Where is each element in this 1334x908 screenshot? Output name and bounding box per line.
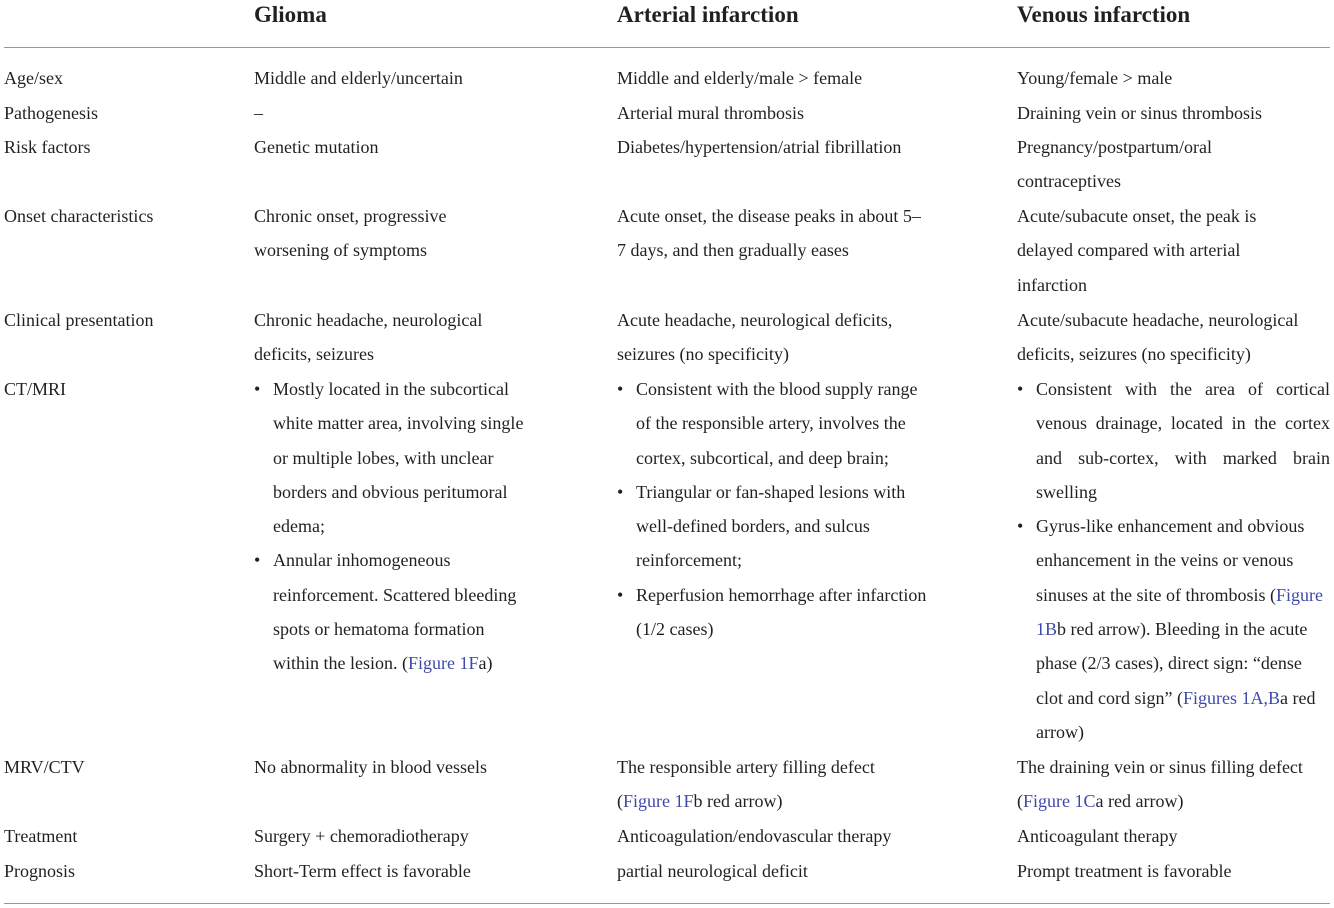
cell-glioma-ct-mri: [254, 372, 529, 681]
row-label-treatment: Treatment: [4, 826, 78, 846]
figure-1b-link[interactable]: Figure 1B: [1036, 584, 1323, 640]
cell-arterial-mrv-text: The responsible artery filling defect (: [617, 757, 875, 812]
cell-glioma-mrv: No abnormality in blood vessels: [254, 757, 487, 777]
cell-arterial-treatment: Anticoagulation/endovascular therapy: [617, 826, 892, 846]
header-arterial-infarction: Arterial infarction: [617, 2, 799, 27]
bullet-venous-ct-2-end: a red arrow): [1036, 687, 1316, 742]
cell-venous-risk-factors: Pregnancy/postpartum/oral contraceptives: [1017, 137, 1212, 192]
header-venous-infarction: Venous infarction: [1017, 2, 1191, 27]
row-label-ct-mri: CT/MRI: [4, 379, 67, 399]
row-label-pathogenesis: Pathogenesis: [4, 103, 98, 123]
cell-venous-mrv-text: The draining vein or sinus filling defect (: [1017, 757, 1303, 812]
cell-glioma-risk-factors: Genetic mutation: [254, 137, 379, 157]
cell-venous-age-sex: Young/female > male: [1017, 68, 1173, 88]
figure-1f-link[interactable]: Figure 1F: [407, 653, 479, 674]
cell-venous-prognosis: Prompt treatment is favorable: [1017, 861, 1232, 881]
cell-glioma-prognosis: Short-Term effect is favorable: [254, 861, 471, 881]
cell-glioma-treatment: Surgery + chemoradiotherapy: [254, 826, 469, 846]
cell-glioma-clinical: Chronic headache, neurological deficits, seizures: [254, 310, 483, 365]
bullet-glioma-ct-2-text: Annular inhomogeneous reinforcement. Scattered bleeding spots or hematoma formation within the lesion. (: [273, 550, 517, 674]
bullet-venous-ct-2-text: Gyrus-like enhancement and obvious enhancement in the veins or venous sinuses at the site of thrombosis (: [1036, 516, 1305, 605]
bullet-arterial-ct-1: • Consistent with the blood supply range of the responsible artery, involves the cortex, subcortical, and deep brain;: [617, 372, 927, 475]
cell-venous-clinical: Acute/subacute headache, neurological deficits, seizures (no specificity): [1017, 310, 1299, 365]
cell-arterial-mrv-end: b red arrow): [693, 791, 783, 812]
cell-glioma-pathogenesis: –: [254, 103, 263, 123]
cell-arterial-mrv: [617, 750, 907, 819]
cell-venous-ct-mri: [1017, 372, 1330, 749]
row-label-mrv-ctv: MRV/CTV: [4, 757, 85, 777]
bullet-glioma-ct-2-end: a): [478, 653, 493, 674]
cell-glioma-onset: Chronic onset, progressive worsening of symptoms: [254, 206, 447, 261]
cell-arterial-onset: Acute onset, the disease peaks in about 5–7 days, and then gradually eases: [617, 206, 921, 261]
row-label-prognosis: Prognosis: [4, 861, 76, 881]
figure-1f-link-mrv[interactable]: Figure 1F: [623, 791, 694, 812]
bullet-venous-ct-2: [1017, 509, 1330, 749]
cell-venous-onset: Acute/subacute onset, the peak is delayed compared with arterial infarction: [1017, 206, 1257, 295]
bullet-glioma-ct-2: [254, 543, 529, 680]
cell-arterial-prognosis: partial neurological deficit: [617, 861, 808, 881]
row-label-clinical-presentation: Clinical presentation: [4, 310, 154, 330]
cell-venous-mrv-end: a red arrow): [1095, 791, 1184, 812]
bullet-arterial-ct-2: • Triangular or fan-shaped lesions with well-defined borders, and sulcus reinforcement;: [617, 475, 927, 578]
cell-arterial-clinical: Acute headache, neurological deficits, seizures (no specificity): [617, 310, 893, 365]
bullet-arterial-ct-3: • Reperfusion hemorrhage after infarction (1/2 cases): [617, 578, 927, 647]
cell-arterial-ct-mri: [617, 372, 927, 646]
bottom-rule: [4, 903, 1330, 904]
bullet-glioma-ct-1: • Mostly located in the subcortical white matter area, involving single or multiple lobes, with unclear borders and obvious peritumoral edema;: [254, 372, 529, 543]
header-glioma: Glioma: [254, 2, 327, 27]
figure-1c-link[interactable]: Figure 1C: [1023, 791, 1096, 812]
bullet-venous-ct-1: • Consistent with the area of cortical venous drainage, located in the cortex and sub-cortex, with marked brain swelling: [1017, 372, 1330, 509]
bullet-venous-ct-2-mid: b red arrow). Bleeding in the acute phase (2/3 cases), direct sign: “dense clot and cord sign” (: [1036, 619, 1308, 708]
cell-arterial-risk-factors: Diabetes/hypertension/atrial fibrillation: [617, 137, 902, 157]
cell-glioma-age-sex: Middle and elderly/uncertain: [254, 68, 463, 88]
cell-venous-pathogenesis: Draining vein or sinus thrombosis: [1017, 103, 1262, 123]
row-label-onset-characteristics: Onset characteristics: [4, 206, 154, 226]
cell-venous-treatment: Anticoagulant therapy: [1017, 826, 1178, 846]
cell-arterial-pathogenesis: Arterial mural thrombosis: [617, 103, 804, 123]
cell-venous-mrv: [1017, 750, 1334, 819]
row-label-risk-factors: Risk factors: [4, 137, 91, 157]
cell-arterial-age-sex: Middle and elderly/male > female: [617, 68, 863, 88]
row-label-age-sex: Age/sex: [4, 68, 63, 88]
figures-1ab-link[interactable]: Figures 1A,B: [1182, 687, 1280, 708]
header-rule: [4, 47, 1330, 48]
